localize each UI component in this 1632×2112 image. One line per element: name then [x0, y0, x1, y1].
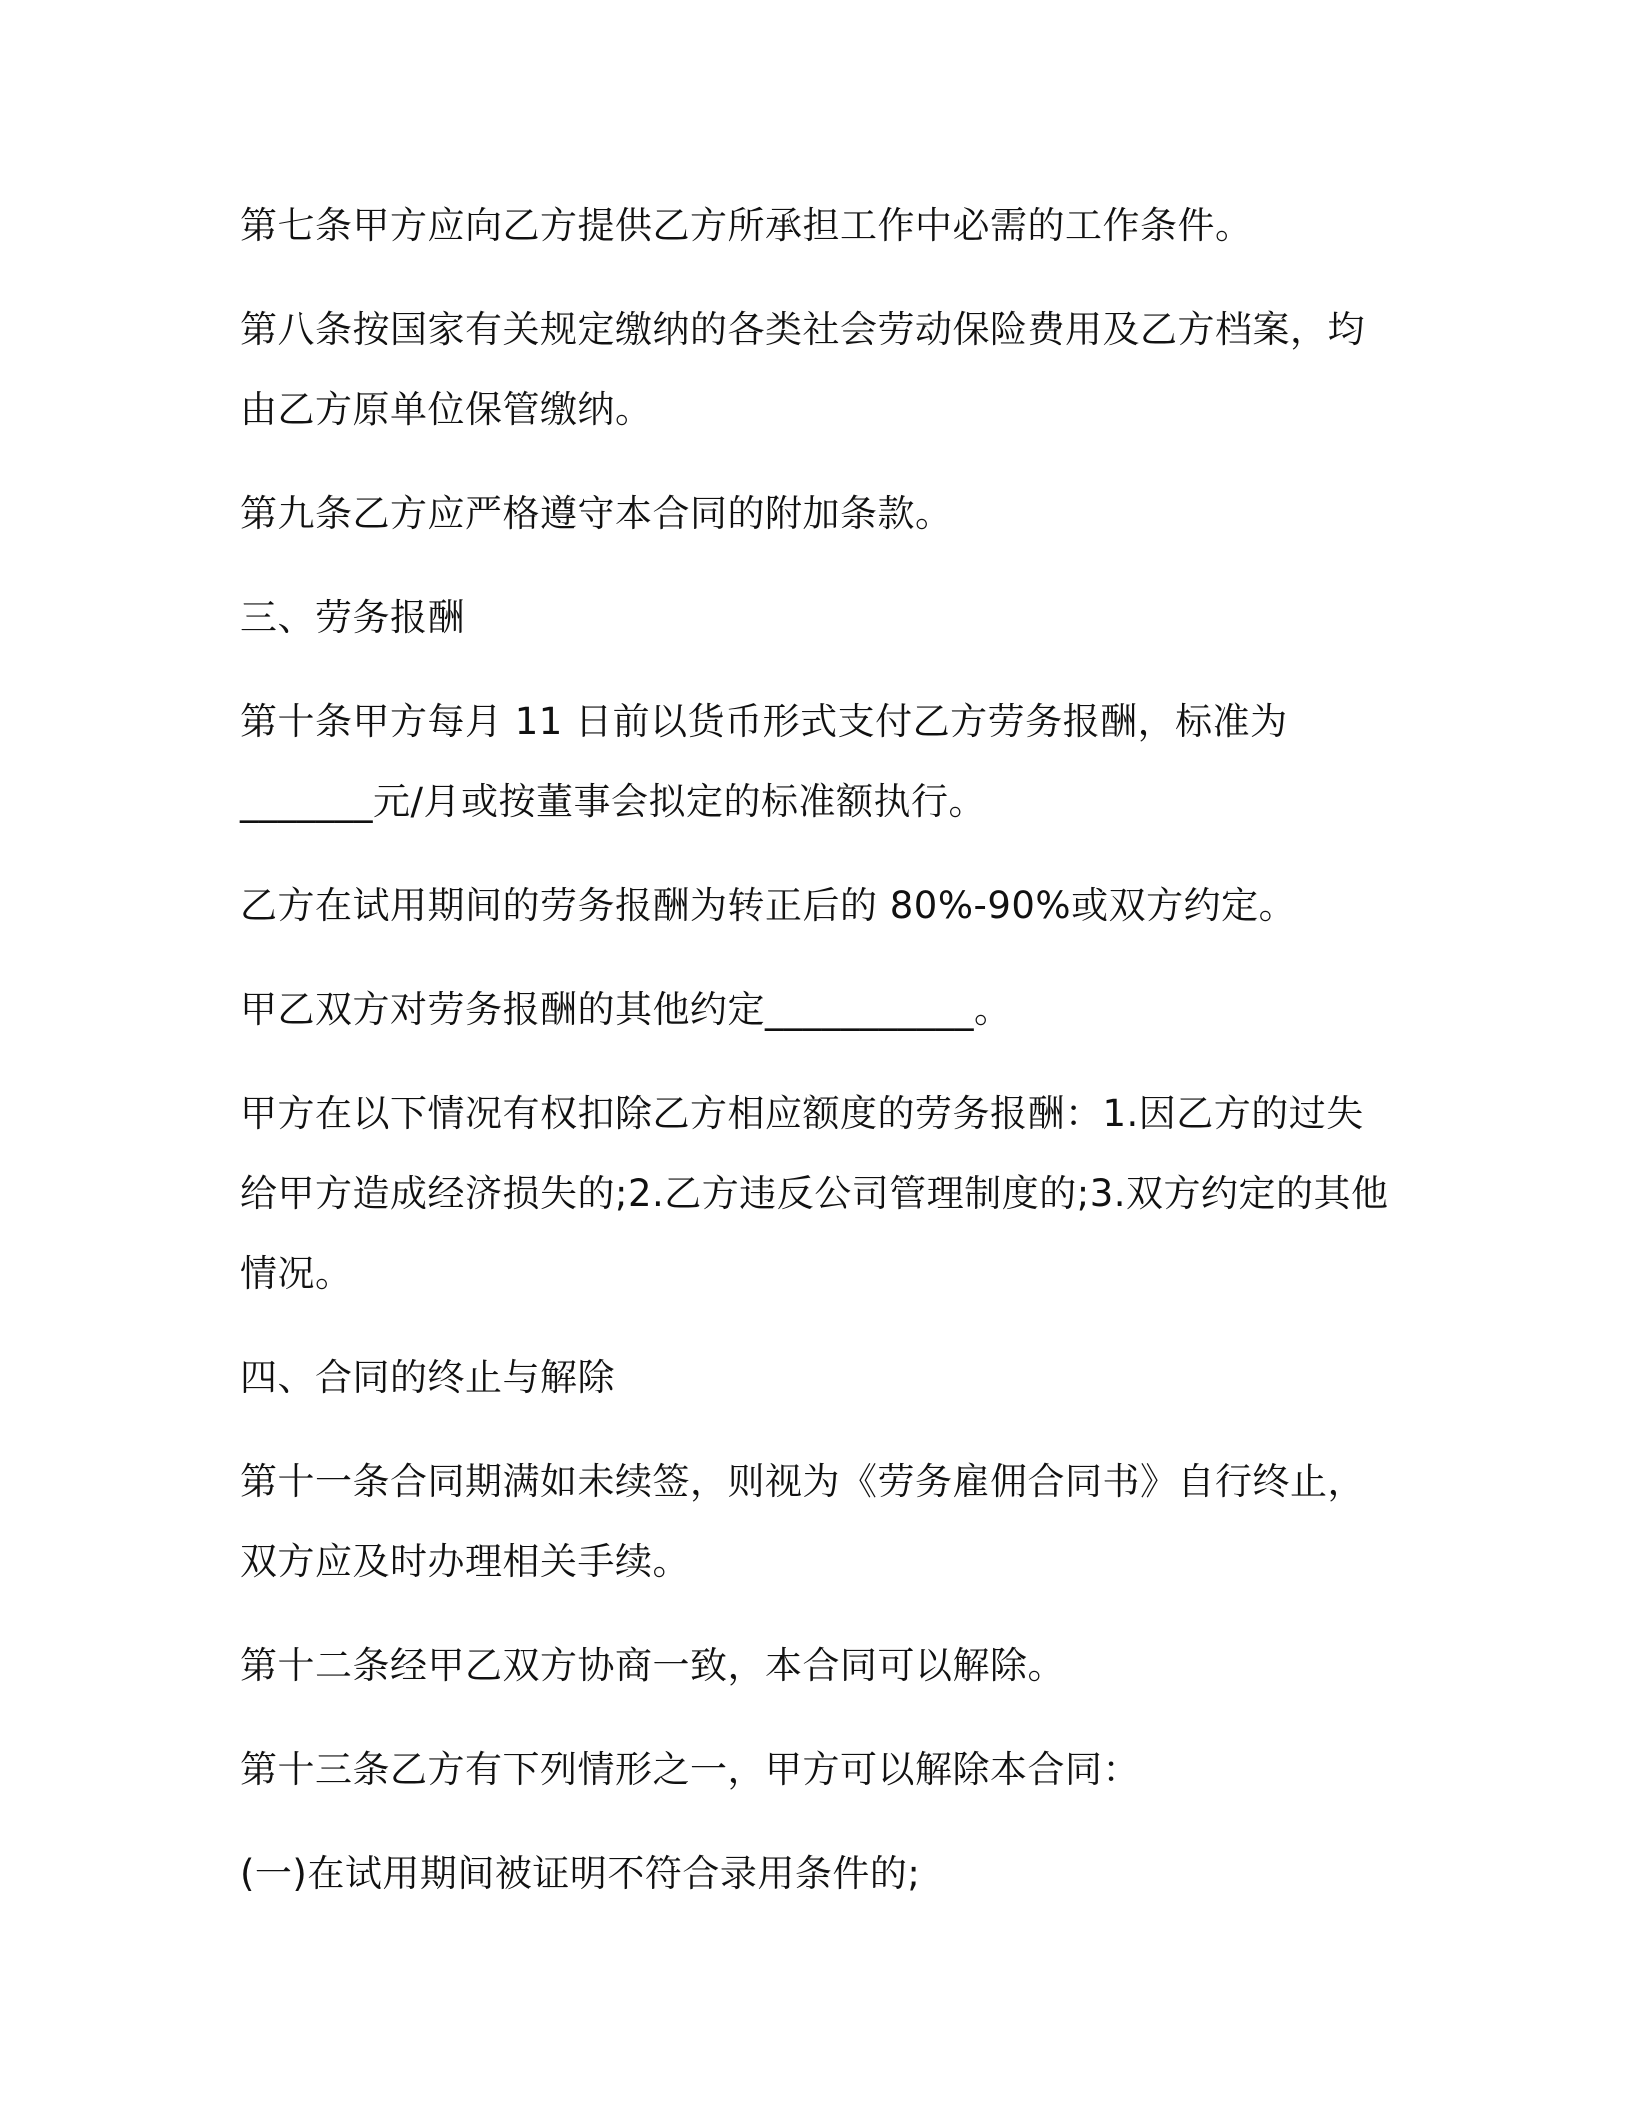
- section-title: 三、劳务报酬: [240, 596, 465, 639]
- text-line: _______元/月或按董事会拟定的标准额执行。: [240, 780, 986, 823]
- clause-11: [240, 1442, 1390, 1602]
- clause-12: [240, 1626, 1390, 1706]
- deduction-paragraph: [240, 1074, 1390, 1314]
- probation-pay-paragraph: [240, 866, 1390, 946]
- text-line: 甲方在以下情况有权扣除乙方相应额度的劳务报酬：1.因乙方的过失: [240, 1092, 1364, 1135]
- other-agreement-paragraph: [240, 970, 1390, 1050]
- text-line: (一)在试用期间被证明不符合录用条件的;: [240, 1852, 921, 1895]
- clause-9: [240, 474, 1390, 554]
- text-line: 由乙方原单位保管缴纳。: [240, 388, 653, 431]
- text-line: 第八条按国家有关规定缴纳的各类社会劳动保险费用及乙方档案，均: [240, 308, 1365, 351]
- text-line: 给甲方造成经济损失的;2.乙方违反公司管理制度的;3.双方约定的其他: [240, 1172, 1389, 1215]
- clause-8: [240, 290, 1390, 450]
- clause-7: [240, 186, 1390, 266]
- section-heading-remuneration: [240, 578, 1390, 658]
- clause-13-item-1: [240, 1834, 1390, 1914]
- clause-10: [240, 682, 1390, 842]
- text-line: 情况。: [240, 1252, 353, 1295]
- document-body: [240, 186, 1390, 1938]
- text-line: 双方应及时办理相关手续。: [240, 1540, 690, 1583]
- text-line: 第十一条合同期满如未续签，则视为《劳务雇佣合同书》自行终止，: [240, 1460, 1365, 1503]
- section-title: 四、合同的终止与解除: [240, 1356, 615, 1399]
- clause-13: [240, 1730, 1390, 1810]
- text-line: 第十三条乙方有下列情形之一，甲方可以解除本合同：: [240, 1748, 1140, 1791]
- text-line: 第十二条经甲乙双方协商一致，本合同可以解除。: [240, 1644, 1065, 1687]
- text-line: 甲乙双方对劳务报酬的其他约定___________。: [240, 988, 1012, 1031]
- text-line: 第七条甲方应向乙方提供乙方所承担工作中必需的工作条件。: [240, 204, 1253, 247]
- section-heading-termination: [240, 1338, 1390, 1418]
- text-line: 乙方在试用期间的劳务报酬为转正后的 80%-90%或双方约定。: [240, 884, 1297, 927]
- text-line: 第十条甲方每月 11 日前以货币形式支付乙方劳务报酬，标准为: [240, 700, 1288, 743]
- text-line: 第九条乙方应严格遵守本合同的附加条款。: [240, 492, 953, 535]
